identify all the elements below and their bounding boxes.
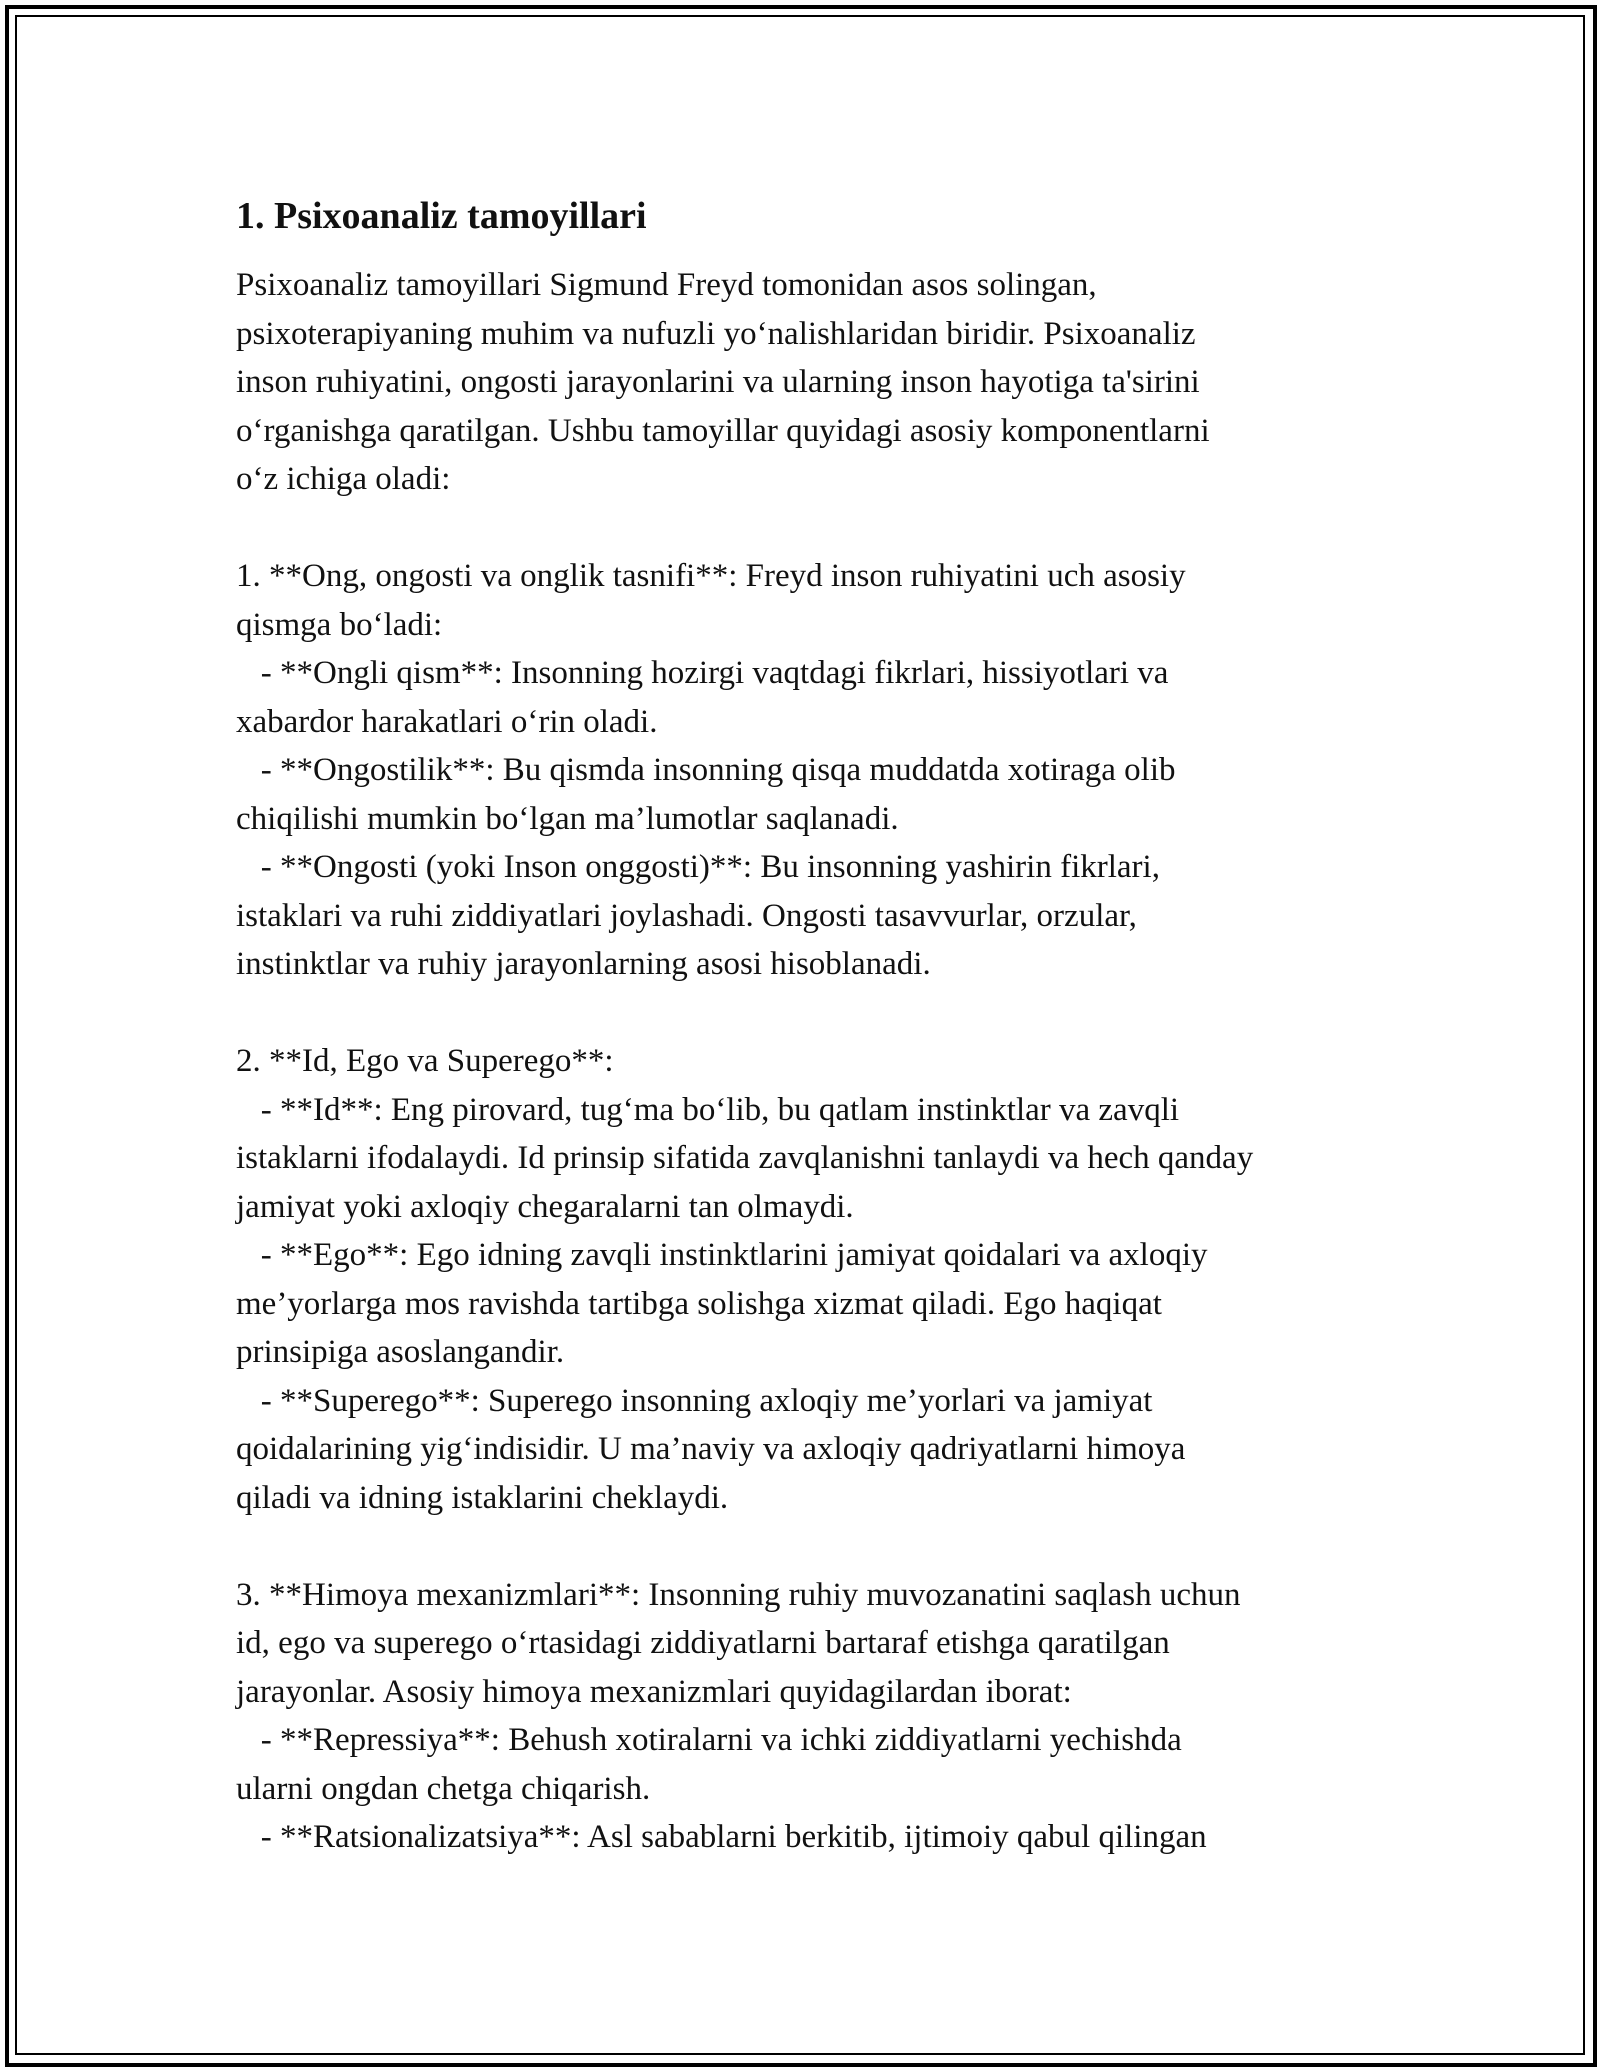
text-line: - **Repressiya**: Behush xotiralarni va ichki ziddiyatlarni yechishda [236, 1722, 1182, 1758]
text-line: xabardor harakatlari o‘rin oladi. [236, 703, 658, 740]
text-line: Psixoanaliz tamoyillari Sigmund Freyd tomonidan asos solingan, [236, 267, 1097, 303]
text-line: qiladi va idning istaklarini cheklaydi. [236, 1479, 729, 1516]
text-line: inson ruhiyatini, ongosti jarayonlarini va ularning inson hayotiga ta'sirini [236, 364, 1200, 400]
intro-paragraph [236, 261, 1436, 504]
text-line: chiqilishi mumkin bo‘lgan ma’lumotlar saqlanadi. [236, 800, 899, 837]
text-line: - **Ratsionalizatsiya**: Asl sabablarni berkitib, ijtimoiy qabul qilingan [236, 1819, 1207, 1855]
text-line: - **Ego**: Ego idning zavqli instinktlarini jamiyat qoidalari va axloqiy [236, 1237, 1208, 1273]
text-line: o‘z ichiga oladi: [236, 461, 451, 497]
text-line: jarayonlar. Asosiy himoya mexanizmlari quyidagilardan iborat: [236, 1673, 1072, 1710]
text-line: psixoterapiyaning muhim va nufuzli yo‘nalishlaridan biridir. Psixoanaliz [236, 315, 1196, 352]
text-line: - **Ongosti (yoki Inson onggosti)**: Bu insonning yashirin fikrlari, [236, 849, 1160, 885]
text-line: 1. **Ong, ongosti va onglik tasnifi**: Freyd inson ruhiyatini uch asosiy [236, 558, 1186, 594]
text-line: id, ego va superego o‘rtasidagi ziddiyatlarni bartaraf etishga qaratilgan [236, 1625, 1170, 1661]
text-line: 3. **Himoya mexanizmlari**: Insonning ruhiy muvozanatini saqlash uchun [236, 1576, 1241, 1613]
text-line: istaklarni ifodalaydi. Id prinsip sifatida zavqlanishni tanlaydi va hech qanday [236, 1140, 1254, 1176]
section-id-ego-superego [236, 1037, 1436, 1522]
text-line: istaklari va ruhi ziddiyatlari joylashadi. Ongosti tasavvurlar, orzular, [236, 897, 1137, 934]
text-line: qoidalarining yig‘indisidir. U ma’naviy va axloqiy qadriyatlarni himoya [236, 1431, 1186, 1467]
paragraph-gap [236, 989, 1436, 1038]
text-line: - **Superego**: Superego insonning axloqiy me’yorlari va jamiyat [236, 1382, 1153, 1419]
text-line: 2. **Id, Ego va Superego**: [236, 1043, 614, 1079]
document-body [236, 186, 1436, 1862]
text-line: o‘rganishga qaratilgan. Ushbu tamoyillar quyidagi asosiy komponentlarni [236, 412, 1210, 449]
paragraph-gap [236, 504, 1436, 553]
text-line: jamiyat yoki axloqiy chegaralarni tan olmaydi. [236, 1188, 854, 1225]
paragraph-gap [236, 1522, 1436, 1571]
text-line: qismga bo‘ladi: [236, 606, 443, 643]
text-line: me’yorlarga mos ravishda tartibga solishga xizmat qiladi. Ego haqiqat [236, 1285, 1162, 1322]
section-himoya-mexanizmlari [236, 1571, 1436, 1862]
text-line: prinsipiga asoslangandir. [236, 1334, 565, 1370]
text-line: - **Ongostilik**: Bu qismda insonning qisqa muddatda xotiraga olib [236, 752, 1176, 788]
document-title: 1. Psixoanaliz tamoyillari [236, 195, 647, 237]
text-line: - **Ongli qism**: Insonning hozirgi vaqtdagi fikrlari, hissiyotlari va [236, 655, 1169, 691]
section-ong-ongosti [236, 552, 1436, 989]
text-line: ularni ongdan chetga chiqarish. [236, 1770, 651, 1807]
text-line: - **Id**: Eng pirovard, tug‘ma bo‘lib, bu qatlam instinktlar va zavqli [236, 1091, 1180, 1128]
text-line: instinktlar va ruhiy jarayonlarning asosi hisoblanadi. [236, 946, 931, 982]
